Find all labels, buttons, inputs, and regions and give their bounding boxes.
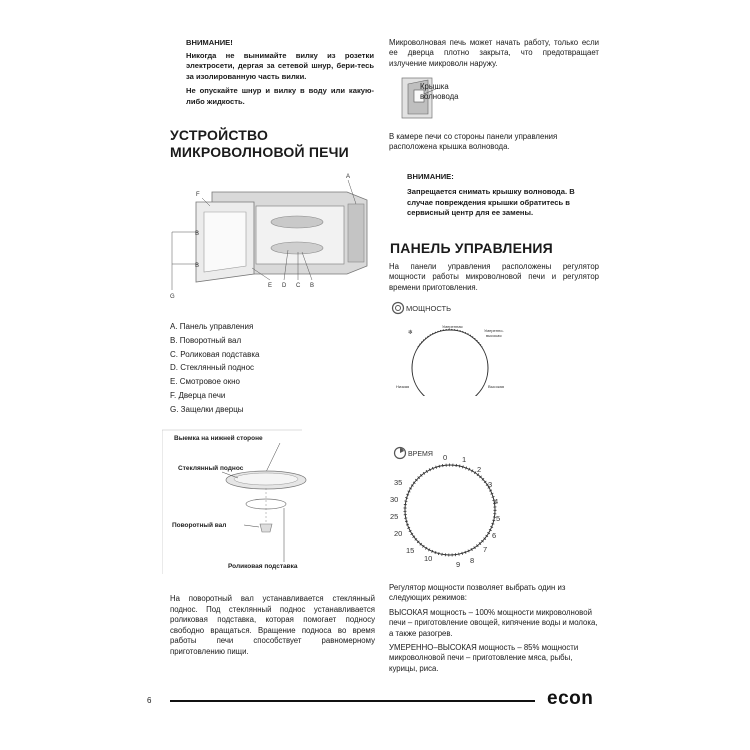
label-g: G [170, 294, 175, 300]
parts-list-item: C. Роликовая подставка [170, 349, 260, 359]
parts-list-item: E. Смотровое окно [170, 377, 240, 387]
parts-list-item: B. Поворотный вал [170, 335, 242, 345]
time-mark-1: 1 [462, 455, 467, 464]
label-b: B [310, 283, 315, 289]
parts-list-item: D. Стеклянный поднос [170, 363, 255, 373]
warning-left-title: ВНИМАНИЕ! [186, 38, 233, 47]
time-mark-20: 20 [394, 529, 403, 538]
warning-right [407, 172, 602, 219]
time-mark-9: 9 [456, 560, 461, 569]
footer-divider [170, 700, 535, 702]
time-mark-2: 2 [477, 465, 482, 474]
turntable-paragraph: На поворотный вал устанавливается стеклянный поднос. Под стеклянный поднос устанавливается роликовая подставка, которая помогает подносу свободно вращаться. Вращение подноса во время работы печи способствует равномерному приготовлению пищи. [170, 594, 375, 656]
time-mark-25: 25 [390, 512, 399, 521]
time-mark-0: 0 [443, 453, 448, 462]
label-tray: Стеклянный поднос [178, 465, 244, 472]
power-level-medium-high-2: высокая [486, 333, 502, 338]
power-level-medium: Умеренная [442, 324, 463, 329]
parts-list-item: F. Дверца печи [170, 390, 226, 400]
time-mark-5: 5 [496, 514, 501, 523]
waveguide-label-line-2: волновода [420, 92, 459, 101]
microwave-cavity [256, 206, 344, 264]
warning-left-text-2: Не опускайте шнур и вилку в воду или какую-либо жидкость. [186, 86, 374, 106]
time-mark-30: 30 [390, 495, 399, 504]
defrost-icon: ❄ [408, 330, 414, 336]
waveguide-label [420, 82, 459, 102]
device-section-title [170, 127, 380, 161]
time-mark-8: 8 [470, 556, 475, 565]
label-d: D [282, 283, 287, 289]
warning-right-text: Запрещается снимать крышку волновода. В случае повреждения крышки обратитесь в сервисный центр для ее замены. [407, 187, 575, 218]
device-title-line-1: УСТРОЙСТВО [170, 127, 269, 143]
label-a: A [346, 174, 351, 180]
time-dial [388, 442, 518, 572]
control-panel-shape [348, 204, 364, 262]
parts-list-item: G. Защелки дверцы [170, 404, 244, 414]
power-mode-high: ВЫСОКАЯ мощность – 100% мощности микроволновой печи – приготовление овощей, кипячение воды и молока, а также разогрев. [389, 607, 598, 638]
warning-left [186, 38, 374, 112]
power-mode-medium-high: УМЕРЕННО–ВЫСОКАЯ мощность – 85% мощности микроволновой печи – приготовление мяса, рыбы, курицы, риса. [389, 643, 579, 673]
label-b-door: B [195, 231, 200, 237]
label-b-door-2: B [195, 263, 200, 269]
shaft-drawing [260, 524, 272, 532]
waveguide-paragraph: В камере печи со стороны панели управления расположена крышка волновода. [389, 132, 558, 152]
time-mark-4: 4 [494, 497, 499, 506]
panel-paragraph: На панели управления расположены регулятор мощности работы микроволновой печи и регулятор времени приготовления. [389, 262, 599, 292]
power-dial-label: МОЩНОСТЬ [406, 304, 452, 313]
time-mark-6: 6 [492, 531, 497, 540]
power-level-high: Высокая [488, 384, 505, 389]
label-shaft: Поворотный вал [172, 522, 227, 529]
time-mark-10: 10 [424, 554, 433, 563]
glass-tray-shape [271, 242, 323, 254]
parts-list-item: A. Панель управления [170, 322, 254, 331]
power-modes-text [389, 583, 601, 678]
time-mark-35: 35 [394, 478, 403, 487]
parts-list [170, 320, 260, 417]
power-level-low: Низкая [396, 384, 410, 389]
door-info-paragraph: Микроволновая печь может начать работу, только если ее дверца плотно закрыта, что предотвращает излучение микроволн наружу. [389, 38, 599, 68]
warning-left-text-1: Никогда не вынимайте вилку из розетки электросети, дергая за сетевой шнур, бери-тесь за изолированную часть вилки. [186, 50, 374, 81]
label-e: E [268, 283, 273, 289]
door-window-shape [204, 212, 246, 272]
power-modes-intro: Регулятор мощности позволяет выбрать один из следующих режимов: [389, 583, 566, 603]
page-number: 6 [147, 696, 152, 705]
time-mark-15: 15 [406, 546, 415, 555]
label-roller: Роликовая подставка [228, 563, 298, 570]
time-mark-7: 7 [483, 545, 488, 554]
microwave-diagram [162, 170, 377, 305]
power-level-medium-high-1: Умеренно- [484, 328, 504, 333]
turntable-diagram [162, 428, 377, 576]
panel-section-title: ПАНЕЛЬ УПРАВЛЕНИЯ [390, 240, 553, 256]
label-c: C [296, 283, 301, 289]
waveguide-label-line-1: Крышка [420, 82, 449, 91]
power-dial [388, 296, 518, 396]
time-dial-label: ВРЕМЯ [408, 451, 433, 458]
label-f: F [196, 192, 200, 198]
label-notch: Выемка на нижней стороне [174, 435, 263, 442]
waveguide-cover-shape [271, 216, 323, 228]
time-mark-3: 3 [488, 480, 493, 489]
warning-right-title: ВНИМАНИЕ: [407, 172, 454, 181]
brand-logo: econ [547, 688, 594, 709]
device-title-line-2: МИКРОВОЛНОВОЙ ПЕЧИ [170, 144, 349, 160]
power-icon [393, 303, 404, 314]
